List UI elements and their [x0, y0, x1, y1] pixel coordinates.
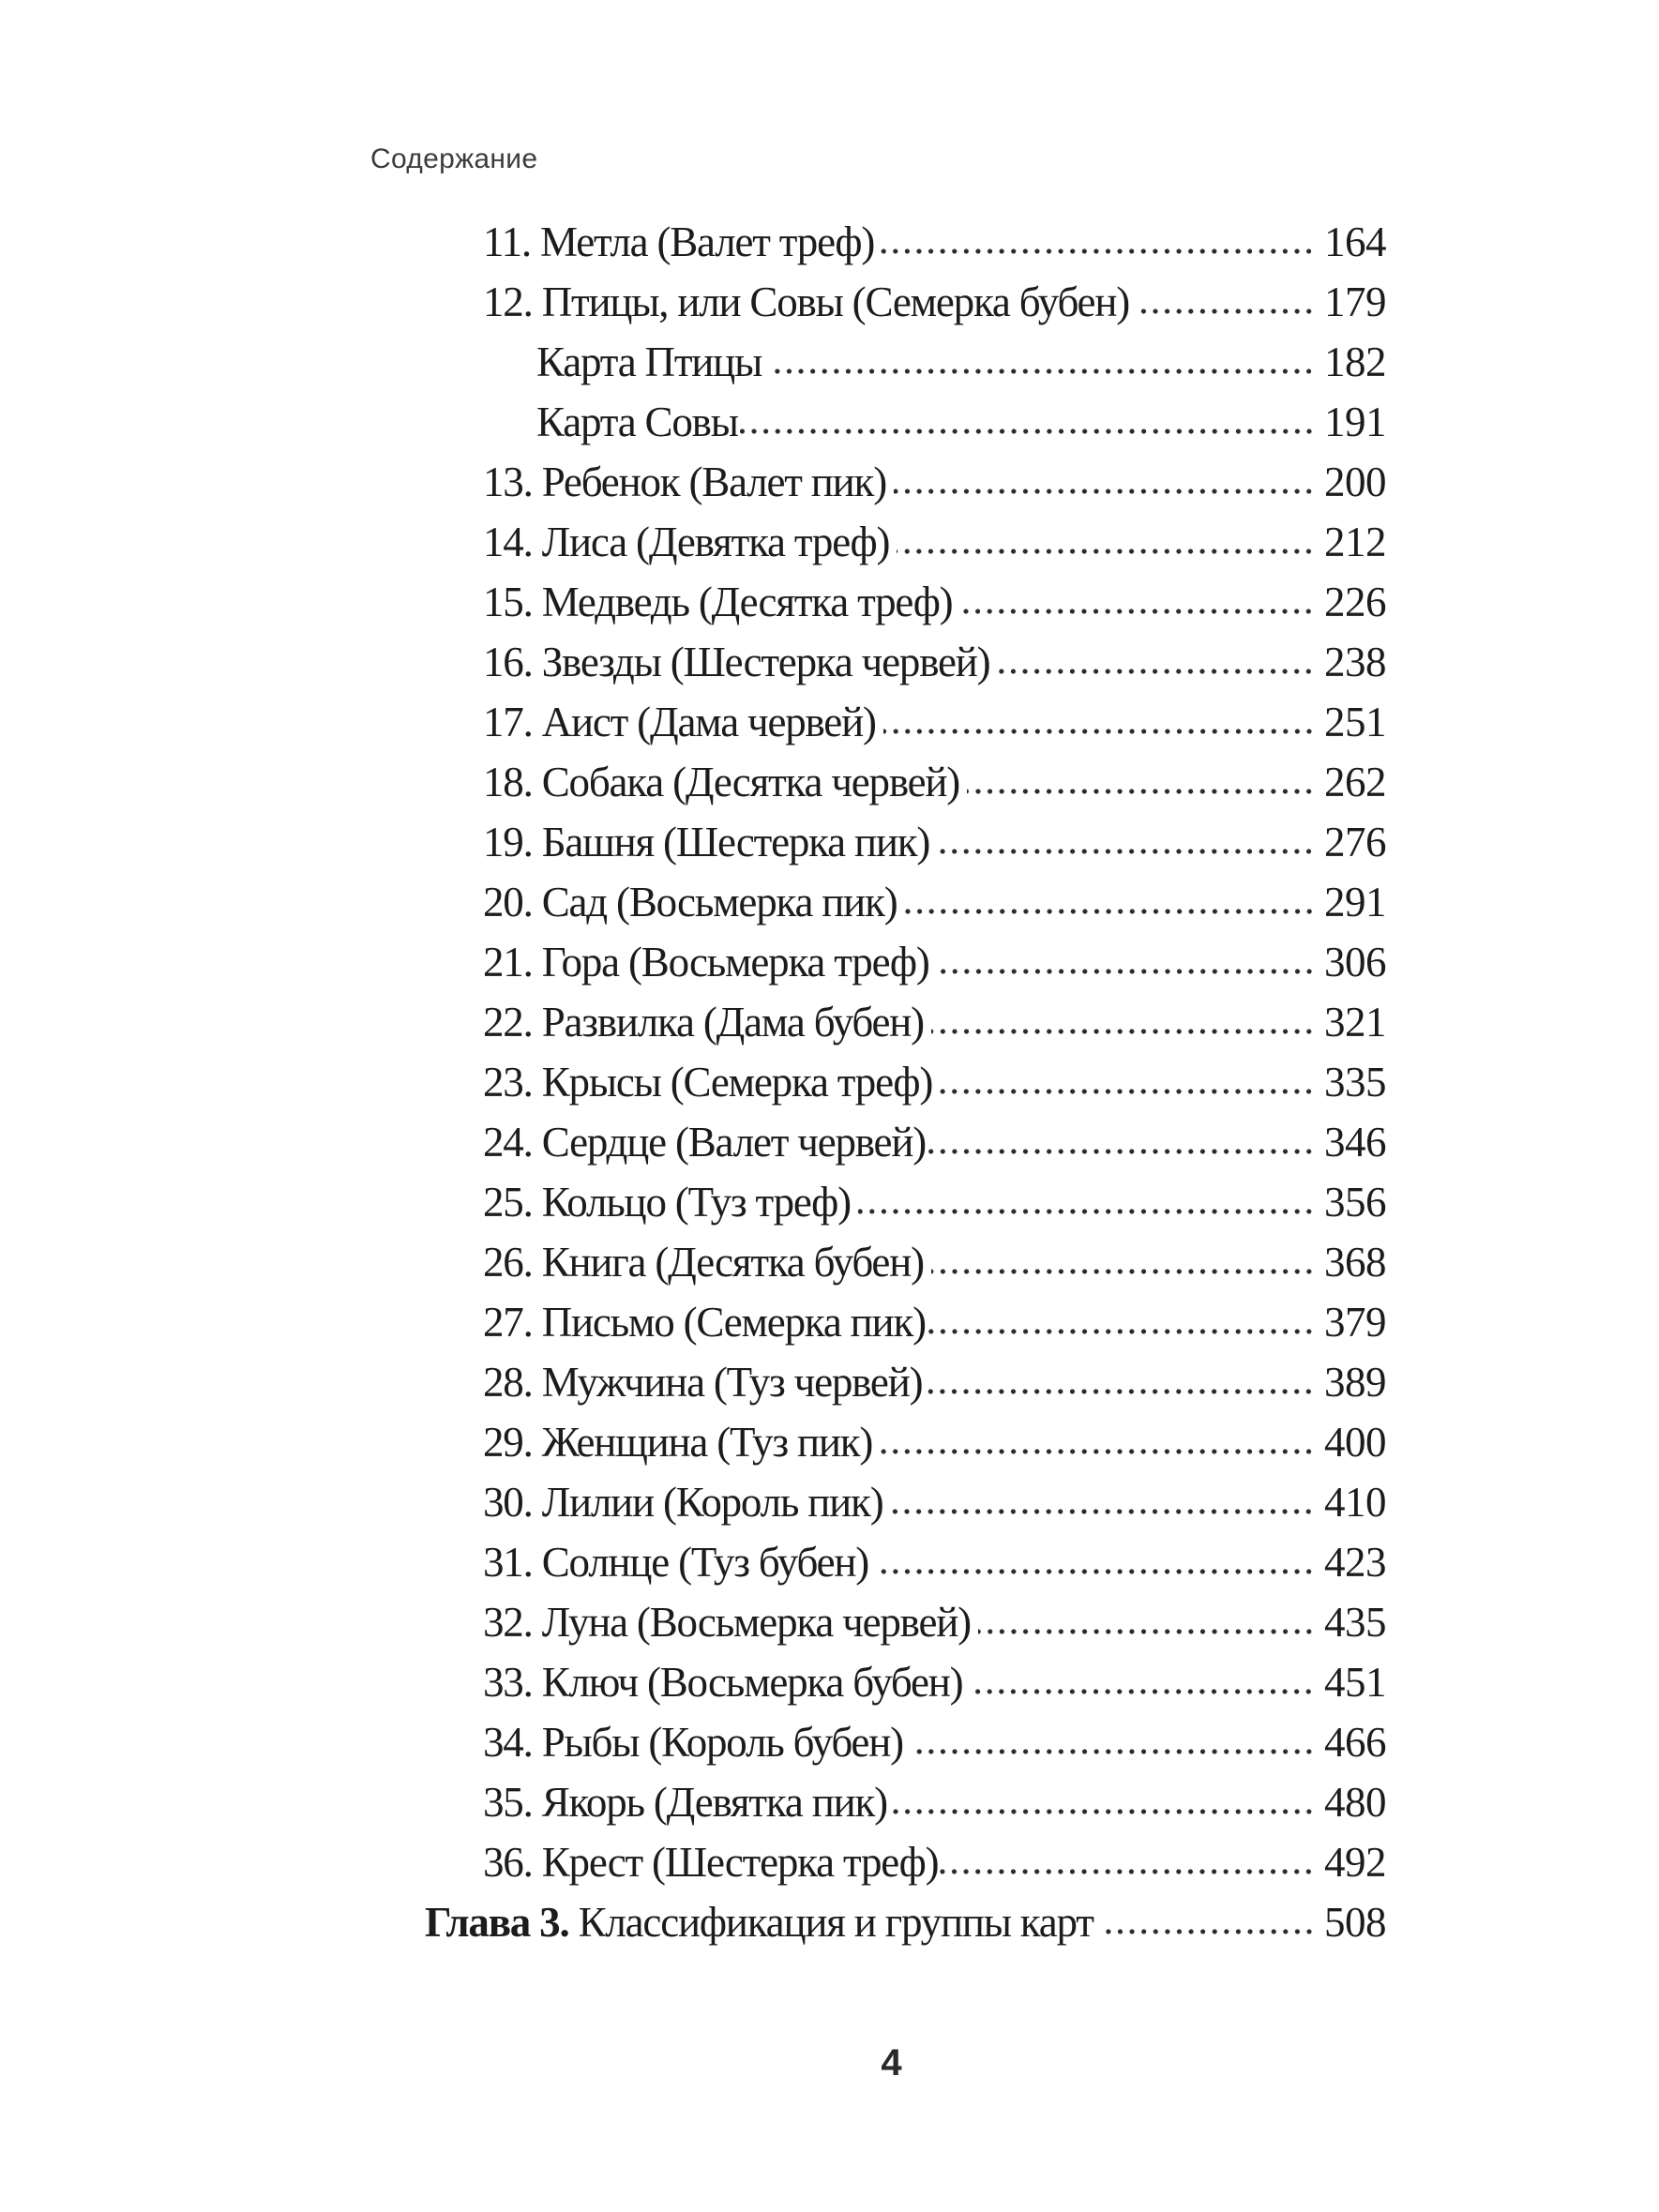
toc-entry [483, 576, 1386, 628]
toc-entry-title [483, 696, 876, 748]
toc-entry-text: 24. Сердце (Валет червей) [483, 1119, 926, 1166]
toc-entry [483, 1296, 1386, 1348]
toc-entry-text: 35. Якорь (Девятка пик) [483, 1779, 887, 1826]
toc-page-number: 182 [1324, 339, 1386, 385]
toc-entry-title [483, 1596, 971, 1648]
toc-entry-text: Карта Совы [536, 399, 738, 445]
toc-page-number: 191 [1324, 399, 1386, 445]
toc-page-number: 238 [1324, 639, 1386, 685]
dot-leader [940, 1868, 1315, 1875]
toc-page-number: 480 [1324, 1779, 1386, 1826]
toc-entry-text: 21. Гора (Восьмерка треф) [483, 939, 929, 986]
toc-page-number: 368 [1324, 1239, 1386, 1286]
dot-leader [937, 848, 1315, 855]
dot-leader [890, 1508, 1315, 1515]
toc-entry [483, 456, 1386, 508]
toc-entry-text: 32. Луна (Восьмерка червей) [483, 1599, 971, 1646]
toc-entry-text: 28. Мужчина (Туз червей) [483, 1359, 923, 1406]
toc-entry-title [483, 1536, 868, 1588]
dot-leader [931, 1268, 1315, 1275]
toc-subentry [536, 396, 1386, 448]
chapter-label: Глава 3. [425, 1899, 569, 1946]
toc-entry-text: 17. Аист (Дама червей) [483, 699, 876, 745]
toc-entry [483, 1236, 1386, 1288]
dot-leader [928, 1148, 1315, 1155]
toc-entry-title [483, 636, 989, 688]
toc-chapter-entry [425, 1896, 1386, 1949]
toc-entry [483, 1536, 1386, 1588]
toc-entry-title [483, 1836, 938, 1888]
toc-entry-text: 19. Башня (Шестерка пик) [483, 819, 930, 865]
dot-leader [876, 248, 1315, 255]
toc-page-number: 356 [1324, 1179, 1386, 1226]
dot-leader [911, 1748, 1315, 1755]
toc-page-number: 212 [1324, 519, 1386, 565]
toc-entry [483, 1116, 1386, 1168]
toc-entry-title [483, 216, 874, 268]
toc-entry-title [536, 336, 762, 388]
toc-entry [483, 1476, 1386, 1528]
toc-page-number: 423 [1324, 1539, 1386, 1586]
toc-entry-text: 15. Медведь (Десятка треф) [483, 579, 953, 625]
toc-entry-text: 25. Кольцо (Туз треф) [483, 1179, 851, 1226]
toc-page-number: 335 [1324, 1059, 1386, 1106]
toc-entry-text: 36. Крест (Шестерка треф) [483, 1839, 939, 1886]
toc-page-number: 435 [1324, 1599, 1386, 1646]
toc-entry-title [483, 756, 959, 808]
dot-leader [740, 428, 1315, 435]
dot-leader [959, 608, 1315, 615]
dot-leader [897, 548, 1315, 555]
dot-leader [928, 1328, 1315, 1335]
toc-entry-title [483, 1476, 882, 1528]
toc-entry-text: 14. Лиса (Девятка треф) [483, 519, 890, 565]
toc-entry-title [483, 1236, 924, 1288]
toc-entry-title [483, 456, 886, 508]
toc-entry-text: 33. Ключ (Восьмерка бубен) [483, 1659, 963, 1706]
toc-page-number: 276 [1324, 819, 1386, 865]
toc-page-number: 321 [1324, 999, 1386, 1046]
dot-leader [978, 1628, 1315, 1635]
toc-entry [483, 1656, 1386, 1708]
toc-page-number: 306 [1324, 939, 1386, 986]
dot-leader [769, 368, 1315, 375]
toc-page-number: 291 [1324, 879, 1386, 925]
toc-entry-title [483, 1656, 962, 1708]
dot-leader [931, 1028, 1315, 1035]
toc-entry-title [483, 996, 924, 1048]
toc-page-number: 451 [1324, 1659, 1386, 1706]
toc-entry-title [483, 936, 929, 988]
toc-entry [483, 1716, 1386, 1768]
toc-page-number: 508 [1324, 1899, 1386, 1946]
toc-page-number: 200 [1324, 459, 1386, 505]
toc-page-number: 179 [1324, 278, 1386, 325]
toc-page-number: 262 [1324, 759, 1386, 805]
toc-entry-title [483, 276, 1129, 328]
toc-entry-title [483, 876, 897, 928]
toc-page-number: 379 [1324, 1299, 1386, 1346]
dot-leader [894, 488, 1315, 495]
toc-entry-text: Карта Птицы [536, 339, 762, 385]
toc-entry-title [483, 1296, 926, 1348]
toc-page-number: 466 [1324, 1719, 1386, 1766]
toc-entry [483, 1836, 1386, 1888]
toc-entry [483, 756, 1386, 808]
page-number: 4 [881, 2042, 902, 2084]
toc-subentry [536, 336, 1386, 388]
toc-entry [483, 216, 1386, 268]
toc-entry-title [483, 1176, 851, 1228]
dot-leader [940, 1088, 1315, 1095]
toc-entry-title [483, 1776, 887, 1828]
toc-page-number: 492 [1324, 1839, 1386, 1886]
toc-entry-text: 13. Ребенок (Валет пик) [483, 459, 887, 505]
dot-leader [924, 1388, 1315, 1395]
dot-leader [858, 1208, 1315, 1215]
running-head: Содержание [370, 143, 538, 174]
toc-entry-title [483, 1416, 872, 1468]
toc-entry-title [536, 396, 738, 448]
toc-entry-text: 34. Рыбы (Король бубен) [483, 1719, 903, 1766]
dot-leader [905, 908, 1315, 915]
toc-page-number: 251 [1324, 699, 1386, 745]
toc-entry-text: 30. Лилии (Король пик) [483, 1479, 883, 1526]
toc-entry [483, 1416, 1386, 1468]
toc-entry-title [483, 516, 889, 568]
dot-leader [967, 788, 1315, 795]
toc-entry-text: 18. Собака (Десятка червей) [483, 759, 960, 805]
toc-page-number: 164 [1324, 218, 1386, 265]
dot-leader [1101, 1928, 1315, 1935]
toc-page-number: 226 [1324, 579, 1386, 625]
dot-leader [937, 968, 1315, 975]
toc-entry-text: 27. Письмо (Семерка пик) [483, 1299, 926, 1346]
dot-leader [876, 1568, 1315, 1575]
dot-leader [970, 1688, 1315, 1695]
toc-entry [483, 1776, 1386, 1828]
dot-leader [997, 668, 1315, 675]
toc-entry [483, 816, 1386, 868]
toc-entry-text: 31. Солнце (Туз бубен) [483, 1539, 869, 1586]
toc-entry [483, 876, 1386, 928]
toc-entry-title [483, 576, 952, 628]
toc-entry [483, 1596, 1386, 1648]
toc-entry [483, 276, 1386, 328]
toc-entry [483, 636, 1386, 688]
dot-leader [889, 1808, 1315, 1815]
toc-entry-text: 29. Женщина (Туз пик) [483, 1419, 873, 1466]
toc-entry-text: 16. Звезды (Шестерка червей) [483, 639, 990, 685]
toc-entry-title [483, 1356, 922, 1408]
toc-page-number: 410 [1324, 1479, 1386, 1526]
toc-entry [483, 696, 1386, 748]
toc-entry-text: 23. Крысы (Семерка треф) [483, 1059, 933, 1106]
toc-page-number: 389 [1324, 1359, 1386, 1406]
toc-entry [483, 516, 1386, 568]
toc-entry-text: 12. Птицы, или Совы (Семерка бубен) [483, 278, 1129, 325]
toc-page-number: 400 [1324, 1419, 1386, 1466]
dot-leader [883, 728, 1315, 735]
dot-leader [880, 1448, 1315, 1455]
toc-entry-text: 22. Развилка (Дама бубен) [483, 999, 924, 1046]
toc-entry-text: 11. Метла (Валет треф) [483, 218, 875, 265]
toc-entry [483, 996, 1386, 1048]
toc-entry-text: Классификация и группы карт [578, 1899, 1093, 1946]
toc-entry-text: 20. Сад (Восьмерка пик) [483, 879, 897, 925]
toc-entry-title [483, 1056, 932, 1108]
toc-entry [483, 1356, 1386, 1408]
toc-entry [483, 1056, 1386, 1108]
toc-entry-title [483, 1116, 926, 1168]
toc-entry-title [483, 816, 929, 868]
toc-entry [483, 1176, 1386, 1228]
toc-page-number: 346 [1324, 1119, 1386, 1166]
dot-leader [1137, 308, 1315, 315]
toc-entry-text: 26. Книга (Десятка бубен) [483, 1239, 924, 1286]
toc-entry-title [425, 1896, 1093, 1949]
toc-entry-title [483, 1716, 903, 1768]
toc-entry [483, 936, 1386, 988]
